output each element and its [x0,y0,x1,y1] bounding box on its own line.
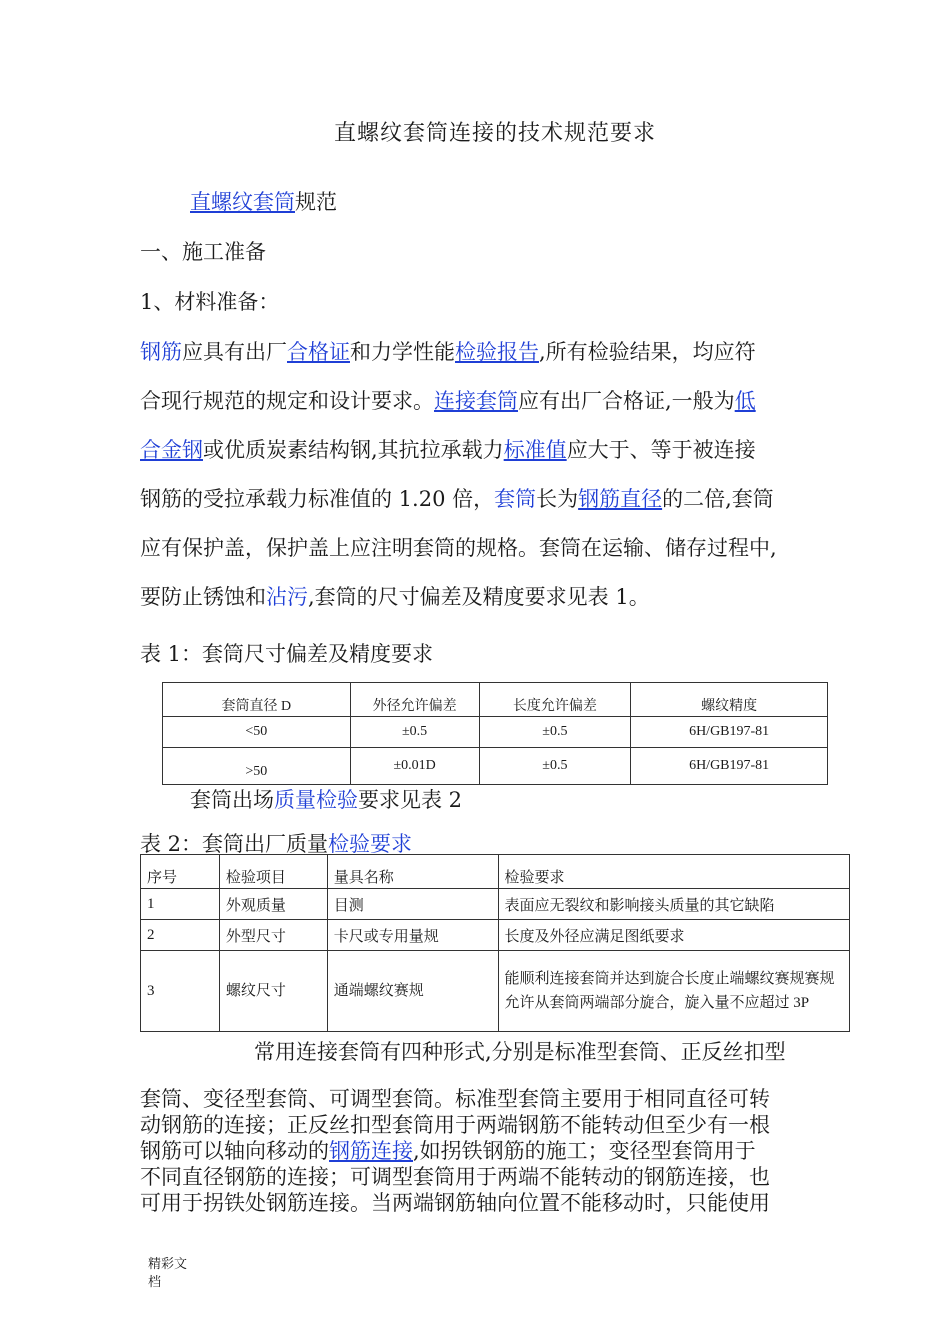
table1-header: 套筒直径 D [163,683,351,717]
text: 合现行规范的规定和设计要求。 [140,389,434,413]
table1-caption: 表 1：套筒尺寸偏差及精度要求 [140,642,434,666]
para2-line [140,1138,852,1164]
table-row [141,920,850,951]
text: 的二倍,套筒 [662,487,774,511]
link-standard-value[interactable]: 标准值 [503,438,567,462]
link-sleeve[interactable]: 套筒 [494,487,537,511]
text: ,所有检验结果，均应符 [539,340,756,364]
table-cell: >50 [163,748,351,785]
text: 和力学性能 [350,340,455,364]
table-cell: ±0.5 [350,717,479,748]
table1-header-row [163,683,828,717]
document-title: 直螺纹套筒连接的技术规范要求 [333,121,656,146]
link-quality-inspection[interactable]: 质量检验 [274,788,358,812]
table-cell: 6H/GB197-81 [631,748,828,785]
text: ,如拐铁钢筋的施工；变径型套筒用于 [413,1139,756,1163]
body-line-1 [140,336,756,366]
table2-header: 量具名称 [327,855,498,889]
table-cell: ±0.01D [350,748,479,785]
text: ,套筒的尺寸偏差及精度要求见表 1。 [308,585,650,609]
subtitle-line [190,186,337,216]
table1 [162,682,828,785]
table-cell: ±0.5 [479,748,631,785]
text: 钢筋的受拉承载力标准值的 1.20 倍， [140,487,495,511]
para2-line: 不同直径钢筋的连接；可调型套筒用于两端不能转动的钢筋连接，也 [140,1165,770,1189]
table1-header: 长度允许偏差 [479,683,631,717]
table2-header: 检验要求 [498,855,849,889]
text: 或优质炭素结构钢,其抗拉承载力 [203,438,504,462]
text: 应具有出厂 [182,340,287,364]
text: 长为 [536,487,579,511]
table1-header: 外径允许偏差 [350,683,479,717]
link-contamination[interactable]: 沾污 [266,585,308,609]
table-cell: 长度及外径应满足图纸要求 [498,920,849,951]
link-certificate[interactable]: 合格证 [287,340,350,364]
table-row [141,889,850,920]
subtitle-rest: 规范 [295,190,337,214]
page-footer [148,1256,198,1292]
link-inspection-report[interactable]: 检验报告 [455,340,539,364]
table2 [140,854,850,1032]
section-heading: 一、施工准备 [140,240,266,264]
table2-header-row [141,855,850,889]
text: 应有出厂合格证,一般为 [518,389,735,413]
link-inspection-requirements[interactable]: 检验要求 [328,832,413,856]
body-line-5: 应有保护盖，保护盖上应注明套筒的规格。套筒在运输、储存过程中, [140,536,777,560]
link-low-alloy[interactable]: 低 [734,389,756,413]
body-line-4 [140,483,774,513]
link-alloy-steel[interactable]: 合金钢 [140,438,203,462]
table-cell: <50 [163,717,351,748]
text: 钢筋可以轴向移动的 [140,1139,329,1163]
link-steel-bar[interactable]: 钢筋 [140,340,182,364]
table2-intro [190,784,462,814]
table-cell: 3 [141,951,220,1032]
table1-header: 螺纹精度 [631,683,828,717]
text: 套筒出场 [190,788,274,812]
para2-line: 套筒、变径型套筒、可调型套筒。标准型套筒主要用于相同直径可转 [140,1087,770,1111]
link-coupler[interactable]: 连接套筒 [434,389,518,413]
text: 表 2：套筒出厂质量 [140,832,329,856]
subtitle-link[interactable]: 直螺纹套筒 [190,190,295,214]
table-cell: ±0.5 [479,717,631,748]
subsection-heading: 1、材料准备： [140,290,280,314]
table-cell: 2 [141,920,220,951]
table-row [163,748,828,785]
para2-line: 可用于拐铁处钢筋连接。当两端钢筋轴向位置不能移动时，只能使用 [140,1191,770,1215]
para2-first-line: 常用连接套筒有四种形式,分别是标准型套筒、正反丝扣型 [254,1040,786,1064]
body-line-6 [140,581,650,611]
table2-header: 检验项目 [219,855,327,889]
table-cell: 外观质量 [219,889,327,920]
table-cell: 目测 [327,889,498,920]
table-cell: 表面应无裂纹和影响接头质量的其它缺陷 [498,889,849,920]
table-cell: 能顺利连接套筒并达到旋合长度止端螺纹赛规赛规允许从套筒两端部分旋合，旋入量不应超过 3P [498,951,849,1032]
table-cell: 1 [141,889,220,920]
link-bar-connection[interactable]: 钢筋连接 [329,1139,413,1163]
footer-line: 档 [148,1275,162,1290]
para2-body [140,1086,852,1216]
text: 要求见表 2 [358,788,463,812]
text: 要防止锈蚀和 [140,585,266,609]
text: 应大于、等于被连接 [566,438,756,462]
table-cell: 卡尺或专用量规 [327,920,498,951]
link-bar-diameter[interactable]: 钢筋直径 [578,487,663,511]
para2-line: 动钢筋的连接；正反丝扣型套筒用于两端钢筋不能转动但至少有一根 [140,1113,770,1137]
body-line-2 [140,385,756,415]
table-row [141,951,850,1032]
table-cell: 6H/GB197-81 [631,717,828,748]
table-cell: 外型尺寸 [219,920,327,951]
table-cell: 螺纹尺寸 [219,951,327,1032]
body-line-3 [140,434,756,464]
table-cell: 通端螺纹赛规 [327,951,498,1032]
table2-header: 序号 [141,855,220,889]
footer-line: 精彩文 [148,1257,188,1272]
table-row [163,717,828,748]
